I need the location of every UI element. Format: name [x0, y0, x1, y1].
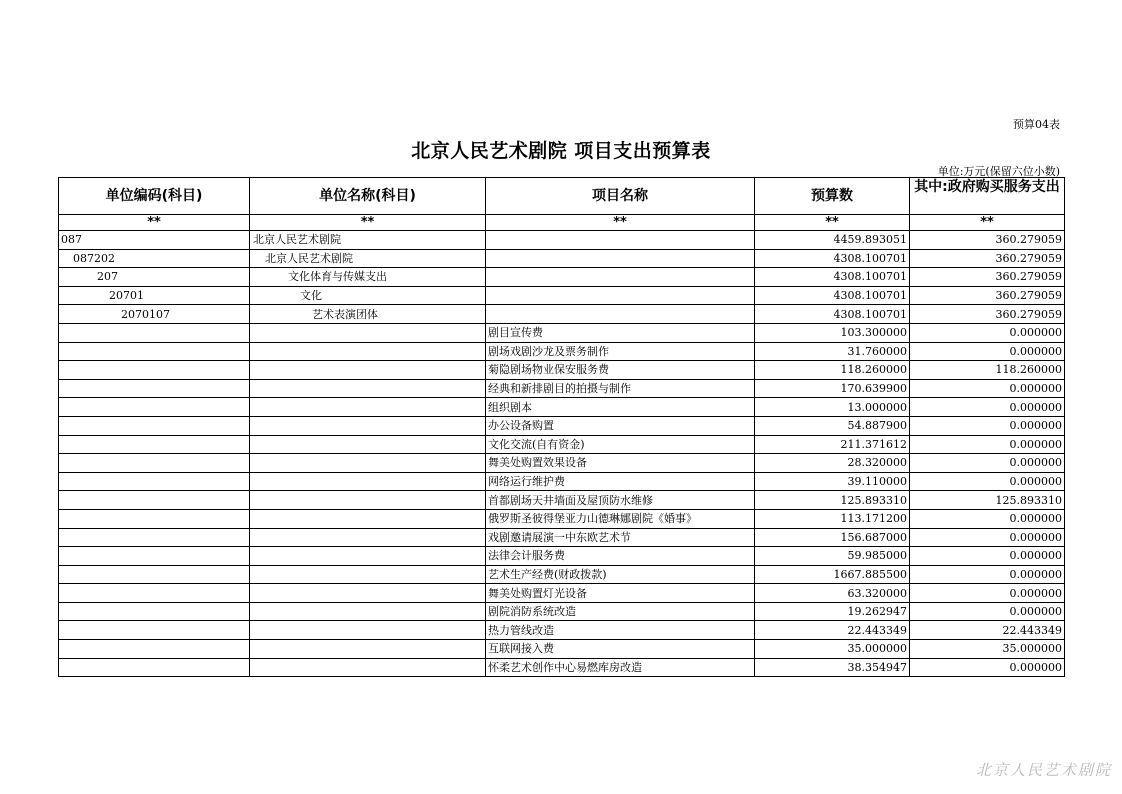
cell-name: [250, 398, 486, 417]
cell-project: 文化交流(自有资金): [486, 435, 755, 454]
cell-gov-purchase: 0.000000: [910, 342, 1065, 361]
cell-name: [250, 509, 486, 528]
table-row: [59, 416, 1065, 435]
cell-code: [59, 361, 250, 380]
cell-code: [59, 398, 250, 417]
cell-gov-purchase: 125.893310: [910, 491, 1065, 510]
cell-budget: 211.371612: [755, 435, 910, 454]
cell-code: [59, 342, 250, 361]
cell-gov-purchase: 0.000000: [910, 454, 1065, 473]
cell-gov-purchase: 118.260000: [910, 361, 1065, 380]
cell-budget: 4459.893051: [755, 231, 910, 250]
cell-gov-purchase: 0.000000: [910, 323, 1065, 342]
cell-project: [486, 231, 755, 250]
cell-name: [250, 361, 486, 380]
table-row: [59, 398, 1065, 417]
cell-gov-purchase: 0.000000: [910, 584, 1065, 603]
table-row: [59, 379, 1065, 398]
cell-gov-purchase: 0.000000: [910, 398, 1065, 417]
cell-gov-purchase: 360.279059: [910, 305, 1065, 324]
table-row: [59, 454, 1065, 473]
header-code: 单位编码(科目): [59, 178, 250, 215]
cell-code: [59, 472, 250, 491]
cell-project: 菊隐剧场物业保安服务费: [486, 361, 755, 380]
budget-table: [58, 177, 1065, 677]
table-row: [59, 640, 1065, 659]
cell-name: [250, 565, 486, 584]
table-row: [59, 621, 1065, 640]
cell-budget: 4308.100701: [755, 268, 910, 287]
table-row: [59, 584, 1065, 603]
header-budget: 预算数: [755, 178, 910, 215]
cell-code: [59, 416, 250, 435]
cell-code: [59, 584, 250, 603]
cell-project: [486, 286, 755, 305]
marker-name: **: [250, 215, 486, 231]
cell-gov-purchase: 0.000000: [910, 528, 1065, 547]
cell-name: [250, 472, 486, 491]
cell-gov-purchase: 0.000000: [910, 547, 1065, 566]
cell-project: 俄罗斯圣彼得堡亚力山德琳娜剧院《婚事》: [486, 509, 755, 528]
cell-budget: 156.687000: [755, 528, 910, 547]
cell-name: [250, 584, 486, 603]
table-marker-row: [59, 215, 1065, 231]
cell-gov-purchase: 22.443349: [910, 621, 1065, 640]
cell-name: [250, 621, 486, 640]
cell-gov-purchase: 0.000000: [910, 435, 1065, 454]
watermark-logo: 北京人民艺术剧院: [975, 761, 1112, 779]
cell-code: [59, 565, 250, 584]
table-header-row: [59, 178, 1065, 215]
cell-project: 戏剧邀请展演一中东欧艺术节: [486, 528, 755, 547]
cell-project: 舞美处购置效果设备: [486, 454, 755, 473]
cell-code: 087: [59, 231, 250, 250]
cell-name: [250, 435, 486, 454]
marker-gov: **: [910, 215, 1065, 231]
cell-name: 艺术表演团体: [250, 305, 486, 324]
cell-name: 北京人民艺术剧院: [250, 231, 486, 250]
cell-budget: 170.639900: [755, 379, 910, 398]
cell-code: [59, 621, 250, 640]
cell-code: [59, 547, 250, 566]
cell-budget: 59.985000: [755, 547, 910, 566]
cell-name: 文化体育与传媒支出: [250, 268, 486, 287]
cell-project: 经典和新排剧目的拍摄与制作: [486, 379, 755, 398]
table-row: [59, 231, 1065, 250]
cell-code: 087202: [59, 249, 250, 268]
cell-code: [59, 435, 250, 454]
cell-gov-purchase: 0.000000: [910, 509, 1065, 528]
table-body: [59, 231, 1065, 677]
cell-budget: 125.893310: [755, 491, 910, 510]
cell-project: 剧目宣传费: [486, 323, 755, 342]
table-row: [59, 565, 1065, 584]
cell-project: 网络运行维护费: [486, 472, 755, 491]
cell-budget: 1667.885500: [755, 565, 910, 584]
cell-code: [59, 509, 250, 528]
cell-gov-purchase: 360.279059: [910, 249, 1065, 268]
cell-project: 怀柔艺术创作中心易燃库房改造: [486, 658, 755, 677]
cell-gov-purchase: 360.279059: [910, 231, 1065, 250]
table-row: [59, 491, 1065, 510]
table-row: [59, 323, 1065, 342]
unit-note: 单位:万元(保留六位小数): [937, 165, 1060, 178]
marker-project: **: [486, 215, 755, 231]
cell-name: [250, 658, 486, 677]
header-gov-purchase: 其中:政府购买服务支出: [910, 178, 1065, 215]
cell-budget: 54.887900: [755, 416, 910, 435]
table-row: [59, 658, 1065, 677]
cell-budget: 103.300000: [755, 323, 910, 342]
cell-gov-purchase: 0.000000: [910, 472, 1065, 491]
table-row: [59, 472, 1065, 491]
cell-gov-purchase: 0.000000: [910, 379, 1065, 398]
cell-project: 剧场戏剧沙龙及票务制作: [486, 342, 755, 361]
cell-gov-purchase: 360.279059: [910, 286, 1065, 305]
cell-name: [250, 342, 486, 361]
cell-project: 法律会计服务费: [486, 547, 755, 566]
cell-name: [250, 528, 486, 547]
cell-code: [59, 454, 250, 473]
cell-code: [59, 658, 250, 677]
cell-code: 207: [59, 268, 250, 287]
cell-name: [250, 454, 486, 473]
cell-code: [59, 640, 250, 659]
cell-name: [250, 491, 486, 510]
cell-budget: 4308.100701: [755, 305, 910, 324]
cell-name: 北京人民艺术剧院: [250, 249, 486, 268]
table-row: [59, 268, 1065, 287]
cell-project: 组织剧本: [486, 398, 755, 417]
cell-gov-purchase: 35.000000: [910, 640, 1065, 659]
cell-code: [59, 528, 250, 547]
cell-project: 艺术生产经费(财政拨款): [486, 565, 755, 584]
cell-code: 2070107: [59, 305, 250, 324]
header-name: 单位名称(科目): [250, 178, 486, 215]
cell-project: 首都剧场天井墙面及屋顶防水维修: [486, 491, 755, 510]
cell-budget: 4308.100701: [755, 249, 910, 268]
cell-name: [250, 602, 486, 621]
cell-budget: 63.320000: [755, 584, 910, 603]
marker-budget: **: [755, 215, 910, 231]
cell-budget: 35.000000: [755, 640, 910, 659]
cell-name: [250, 640, 486, 659]
cell-name: 文化: [250, 286, 486, 305]
table-row: [59, 342, 1065, 361]
cell-project: [486, 305, 755, 324]
cell-budget: 38.354947: [755, 658, 910, 677]
marker-code: **: [59, 215, 250, 231]
cell-project: [486, 268, 755, 287]
table-row: [59, 509, 1065, 528]
cell-budget: 4308.100701: [755, 286, 910, 305]
cell-name: [250, 416, 486, 435]
cell-project: 办公设备购置: [486, 416, 755, 435]
cell-name: [250, 547, 486, 566]
cell-gov-purchase: 0.000000: [910, 602, 1065, 621]
table-row: [59, 286, 1065, 305]
cell-project: [486, 249, 755, 268]
cell-budget: 118.260000: [755, 361, 910, 380]
cell-gov-purchase: 360.279059: [910, 268, 1065, 287]
header-project: 项目名称: [486, 178, 755, 215]
table-row: [59, 528, 1065, 547]
cell-budget: 13.000000: [755, 398, 910, 417]
cell-gov-purchase: 0.000000: [910, 565, 1065, 584]
table-row: [59, 249, 1065, 268]
cell-project: 热力管线改造: [486, 621, 755, 640]
table-row: [59, 602, 1065, 621]
table-row: [59, 361, 1065, 380]
cell-project: 舞美处购置灯光设备: [486, 584, 755, 603]
table-row: [59, 305, 1065, 324]
cell-budget: 113.171200: [755, 509, 910, 528]
cell-budget: 28.320000: [755, 454, 910, 473]
page-title: 北京人民艺术剧院 项目支出预算表: [411, 140, 711, 162]
cell-budget: 19.262947: [755, 602, 910, 621]
cell-project: 互联网接入费: [486, 640, 755, 659]
cell-name: [250, 379, 486, 398]
cell-gov-purchase: 0.000000: [910, 416, 1065, 435]
cell-budget: 22.443349: [755, 621, 910, 640]
cell-code: [59, 323, 250, 342]
cell-code: [59, 379, 250, 398]
cell-budget: 31.760000: [755, 342, 910, 361]
form-number: 预算04表: [1013, 118, 1060, 131]
table-row: [59, 435, 1065, 454]
cell-gov-purchase: 0.000000: [910, 658, 1065, 677]
cell-code: [59, 602, 250, 621]
cell-name: [250, 323, 486, 342]
table-row: [59, 547, 1065, 566]
cell-budget: 39.110000: [755, 472, 910, 491]
cell-project: 剧院消防系统改造: [486, 602, 755, 621]
cell-code: [59, 491, 250, 510]
cell-code: 20701: [59, 286, 250, 305]
